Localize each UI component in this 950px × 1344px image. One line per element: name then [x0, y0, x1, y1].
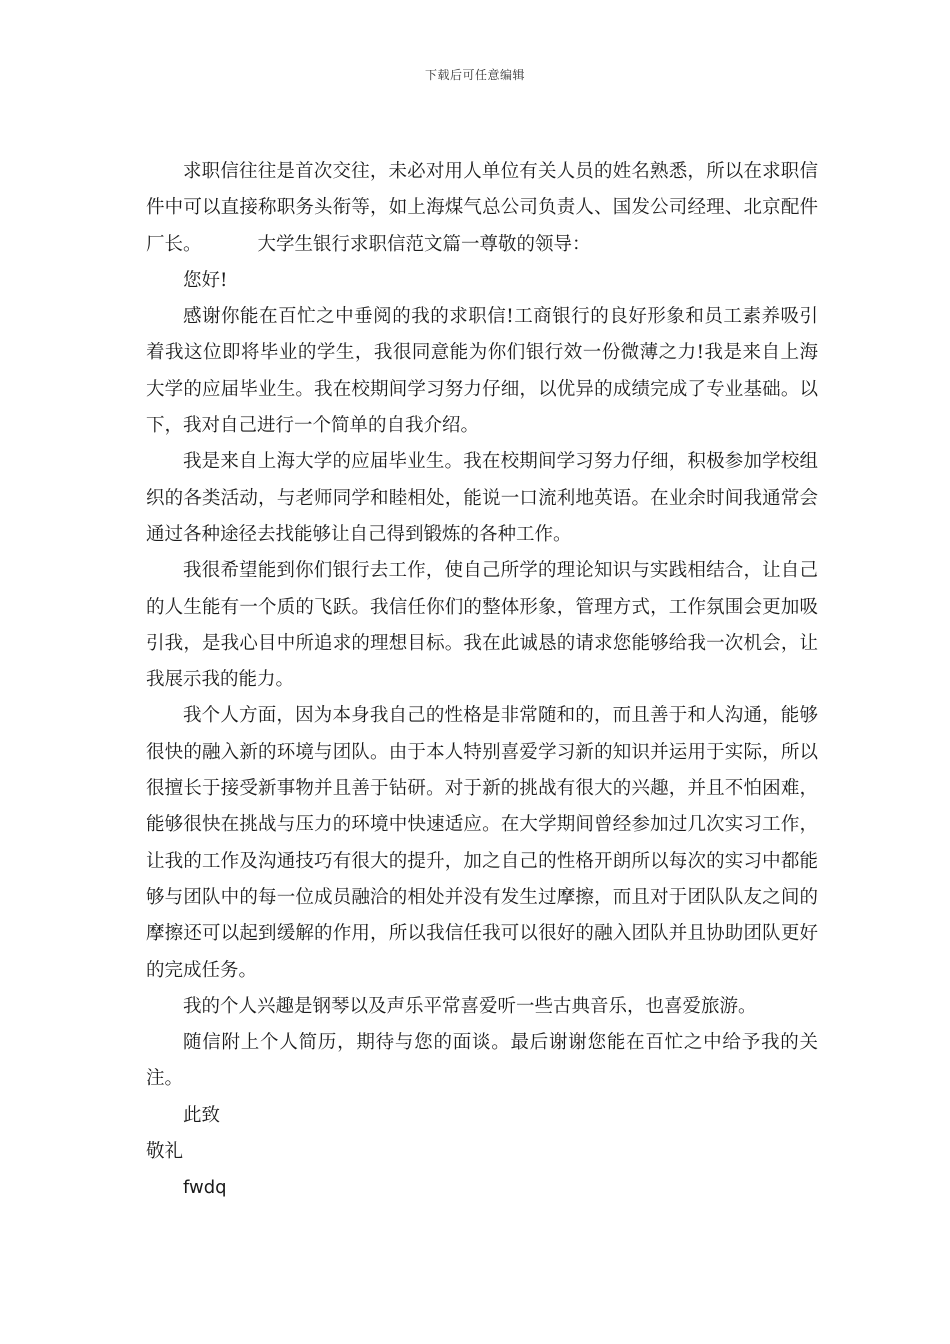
paragraph-4: 我个人方面，因为本身我自己的性格是非常随和的，而且善于和人沟通，能够很快的融入新的环境与团队。由于本人特别喜爱学习新的知识并运用于实际，所以很擅长于接受新事物并且善于钻研。对于新的挑战有很大的兴趣，并且不怕困难，能够很快在挑战与压力的环境中快速适应。在大学期间曾经参加过几次实习工作，让我的工作及沟通技巧有很大的提升，加之自己的性格开朗所以每次的实习中都能够与团队中的每一位成员融洽的相处并没有发生过摩擦，而且对于团队队友之间的摩擦还可以起到缓解的作用，所以我信任我可以很好的融入团队并且协助团队更好的完成任务。 [146, 705, 818, 981]
paragraph-1: 感谢你能在百忙之中垂阅的我的求职信!工商银行的良好形象和员工素养吸引着我这位即将毕业的学生，我很同意能为你们银行效一份微薄之力!我是来自上海大学的应届毕业生。我在校期间学习努力仔细，以优异的成绩完成了专业基础。以下，我对自己进行一个简单的自我介绍。 [146, 306, 818, 437]
intro-text: 求职信往往是首次交往，未必对用人单位有关人员的姓名熟悉，所以在求职信件中可以直接称职务头衔等，如上海煤气总公司负责人、国发公司经理、北京配件厂长。 [146, 161, 818, 255]
closing-salutation: 此致 [183, 1104, 221, 1126]
paragraph-2: 我是来自上海大学的应届毕业生。我在校期间学习努力仔细，积极参加学校组织的各类活动，与老师同学和睦相处，能说一口流利地英语。在业余时间我通常会通过各种途径去找能够让自己得到锻炼的各种工作。 [146, 451, 818, 545]
intro-paragraph [146, 154, 818, 263]
letter-body [146, 154, 818, 1207]
letter-title: 大学生银行求职信范文篇一尊敬的领导： [257, 233, 591, 255]
paragraph-3: 我很希望能到你们银行去工作，使自己所学的理论知识与实践相结合，让自己的人生能有一个质的飞跃。我信任你们的整体形象，管理方式，工作氛围会更加吸引我，是我心目中所追求的理想目标。我在此诚恳的请求您能够给我一次机会，让我展示我的能力。 [146, 560, 818, 691]
page-header: 下载后可任意编辑 [424, 68, 525, 82]
signature: fwdq [183, 1177, 227, 1199]
greeting: 您好! [183, 269, 228, 291]
closing-regards: 敬礼 [146, 1141, 184, 1163]
paragraph-5: 我的个人兴趣是钢琴以及声乐平常喜爱听一些古典音乐，也喜爱旅游。 [183, 995, 757, 1017]
paragraph-6: 随信附上个人简历，期待与您的面谈。最后谢谢您能在百忙之中给予我的关注。 [146, 1032, 818, 1090]
